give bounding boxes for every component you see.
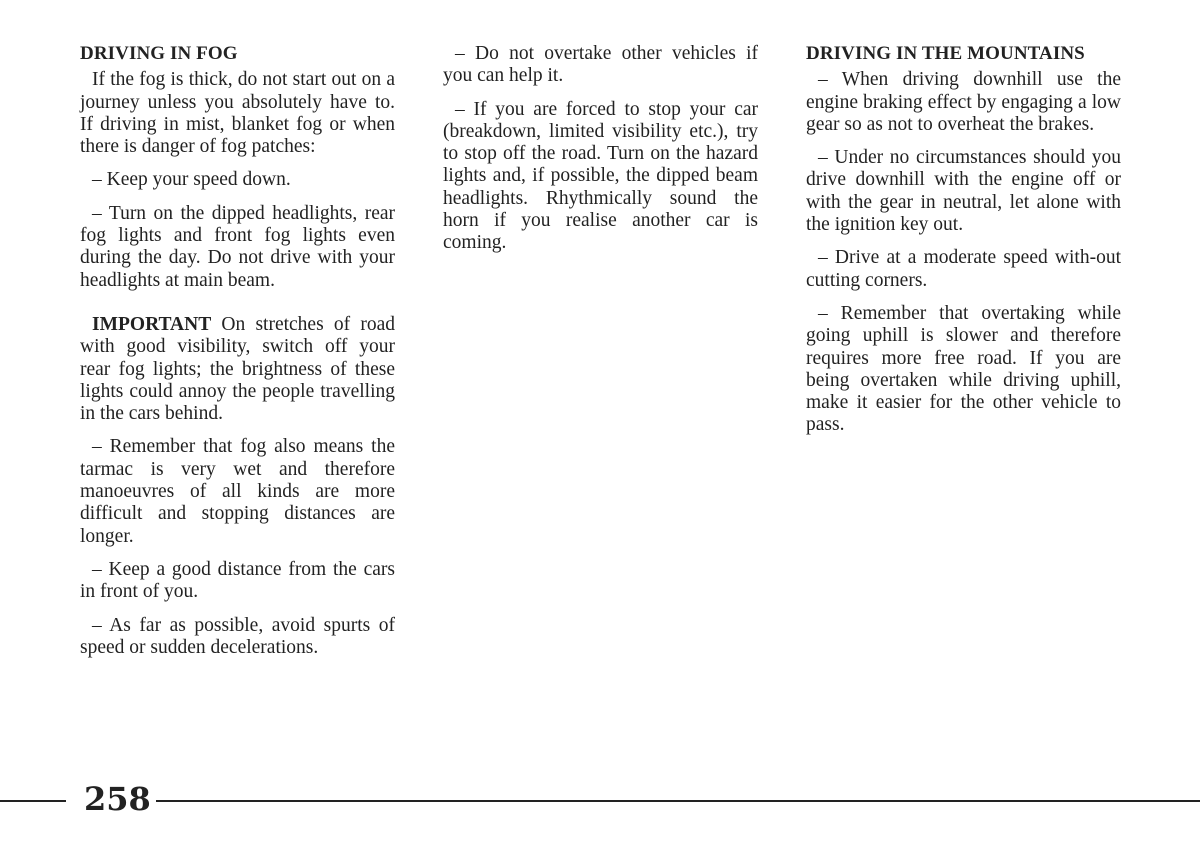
page-number: 258	[84, 780, 151, 818]
stop-car-paragraph: – If you are forced to stop your car (breakdown, limited visibility etc.), try to stop off the road. Turn on the hazard lights and, if possible, the dipped beam headlights. Rhythmically sound the horn if you realise another car is coming.	[443, 98, 758, 254]
fog-speed-paragraph: – Keep your speed down.	[92, 169, 291, 191]
column-middle	[443, 43, 758, 266]
column-left	[80, 43, 395, 670]
fog-spurts-paragraph: – As far as possible, avoid spurts of speed or sudden decelerations.	[80, 614, 395, 658]
footer-rule-right	[156, 800, 1200, 802]
column-right	[806, 43, 1121, 448]
fog-tarmac-paragraph: – Remember that fog also means the tarmac is very wet and therefore manoeuvres of all kinds are more difficult and stopping distances are longer.	[80, 436, 395, 547]
important-text: On stretches of road with good visibility, switch off your rear fog lights; the brightness of these lights could annoy the people travelling in the cars behind.	[80, 313, 395, 425]
section-heading-driving-in-fog: DRIVING IN FOG	[80, 43, 238, 64]
fog-lights-paragraph: – Turn on the dipped headlights, rear fog lights and front fog lights even during the day. Do not drive with your headlights at main beam.	[80, 202, 395, 291]
section-heading-driving-in-mountains: DRIVING IN THE MOUNTAINS	[806, 43, 1085, 64]
downhill-braking-paragraph: – When driving downhill use the engine braking effect by engaging a low gear so as not to overheat the brakes.	[806, 69, 1121, 135]
paragraph-gap	[80, 303, 395, 314]
uphill-overtaking-paragraph: – Remember that overtaking while going uphill is slower and therefore requires more free road. If you are being overtaken while driving uphill, make it easier for the other vehicle to pass.	[806, 302, 1121, 436]
fog-distance-paragraph: – Keep a good distance from the cars in front of you.	[80, 558, 395, 603]
fog-intro-paragraph: If the fog is thick, do not start out on a journey unless you absolutely have to. If driving in mist, blanket fog or when there is danger of fog patches:	[80, 69, 395, 158]
moderate-speed-paragraph: – Drive at a moderate speed with-out cutting corners.	[806, 247, 1121, 291]
footer-rule-left	[0, 800, 66, 802]
important-note	[80, 314, 395, 425]
important-label: IMPORTANT	[92, 313, 212, 335]
downhill-neutral-paragraph: – Under no circumstances should you drive downhill with the engine off or with the gear in neutral, let alone with the ignition key out.	[806, 147, 1121, 236]
overtake-paragraph: – Do not overtake other vehicles if you can help it.	[443, 43, 758, 87]
